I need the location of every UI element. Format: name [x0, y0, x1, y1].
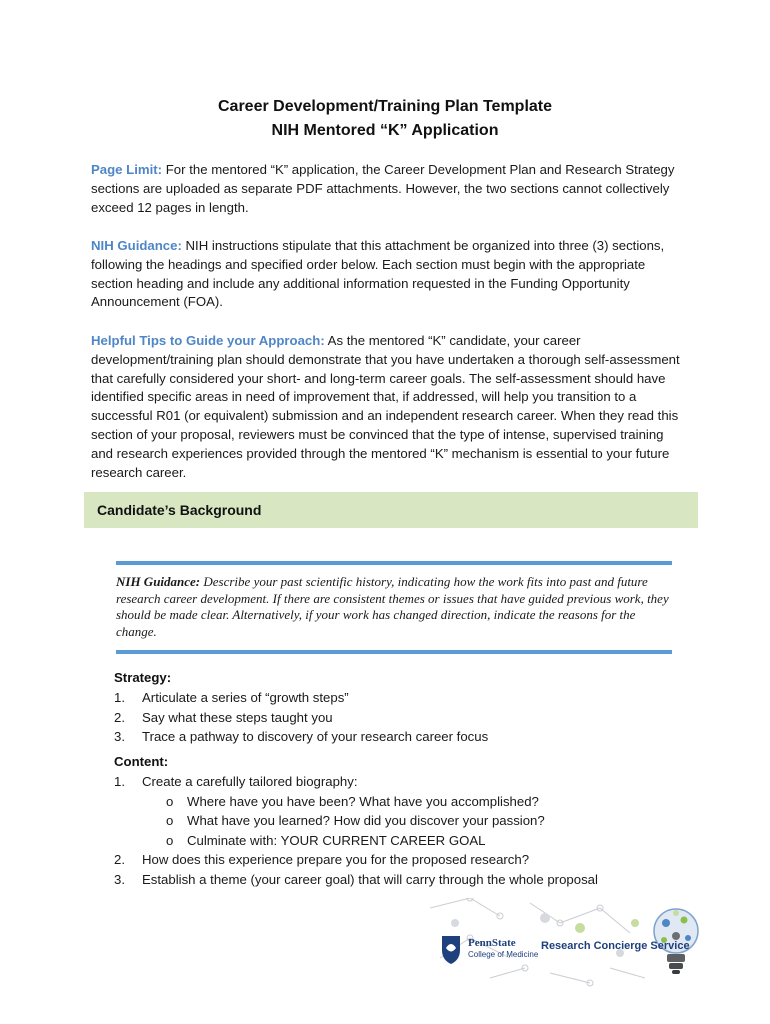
guidance-bottom-rule [116, 650, 672, 654]
section-heading: Candidate’s Background [97, 502, 262, 518]
list-item [114, 870, 694, 890]
list-text: Say what these steps taught you [142, 709, 333, 725]
list-number: 3. [114, 729, 125, 745]
list-item [114, 850, 694, 870]
helpful-tips-paragraph [91, 332, 681, 482]
list-text: Trace a pathway to discovery of your research career focus [142, 729, 489, 745]
sub-list-item [114, 792, 694, 812]
helpful-tips-text: As the mentored “K” candidate, your career development/training plan should demonstrate that you have undertaken a thorough self-assessment that carefully considered your short- and long-term career goals. The self-assessment should have identified specific areas in need of improvement that, if addressed, will help you transition to a successful R01 (or equivalent) submission and an independent research career. When they read this section of your proposal, reviewers must be convinced that the type of intense, supervised training and research experiences provided through the mentored “K” mechanism is essential to your future research career. [91, 333, 680, 480]
brand-name: PennState [468, 937, 516, 949]
bullet-icon: o [166, 813, 174, 829]
nih-guidance-paragraph [91, 237, 681, 312]
sub-list-text: Where have you have been? What have you accomplished? [187, 793, 539, 809]
list-text: Create a carefully tailored biography: [142, 774, 358, 789]
list-text: How does this experience prepare you for the proposed research? [142, 852, 530, 868]
list-item [114, 688, 694, 708]
penn-state-wordmark [468, 938, 538, 960]
section-heading-band [84, 492, 698, 528]
brand-college: College of Medicine [468, 950, 539, 959]
sub-list-item [114, 811, 694, 831]
list-number: 2. [114, 852, 125, 868]
nih-guidance-label: NIH Guidance: [91, 238, 182, 253]
list-text: Articulate a series of “growth steps” [142, 690, 349, 705]
list-item [114, 708, 694, 728]
penn-state-shield-icon [442, 936, 460, 964]
service-name: Research Concierge Service [541, 940, 690, 952]
page-limit-paragraph [91, 161, 681, 217]
guidance-box-text: Describe your past scientific history, indicating how the work fits into past and future research career development. If there are consistent themes or issues that have guided previous work, they should be made clear. Alternatively, if your work has changed direction, indicate the reasons for the change. [116, 574, 669, 639]
list-number: 1. [114, 690, 125, 705]
list-item [114, 727, 694, 747]
page-limit-text: For the mentored “K” application, the Career Development Plan and Research Strategy sections are uploaded as separate PDF attachments. However, the two sections cannot collectively exceed 12 pages in length. [91, 162, 675, 215]
title-line-2: NIH Mentored “K” Application [271, 122, 499, 139]
bullet-icon: o [166, 832, 174, 848]
content-list [114, 772, 694, 890]
strategy-list [114, 688, 694, 747]
list-text: Establish a theme (your career goal) that will carry through the whole proposal [142, 871, 598, 887]
guidance-top-rule [116, 561, 672, 565]
sub-list-item [114, 831, 694, 851]
sub-list-text: What have you learned? How did you discover your passion? [187, 813, 545, 829]
nih-guidance-text: NIH instructions stipulate that this attachment be organized into three (3) sections, following the headings and specified order below. Each section must begin with the appropriate section heading and include any additional information requested in the Funding Opportunity Announcement (FOA). [91, 238, 665, 310]
document-title [0, 95, 770, 143]
content-title: Content: [114, 754, 169, 769]
bullet-icon: o [166, 793, 174, 809]
sub-list-text: Culminate with: YOUR CURRENT CAREER GOAL [187, 832, 486, 848]
title-line-1: Career Development/Training Plan Template [217, 98, 553, 115]
guidance-box [116, 574, 672, 640]
guidance-box-label: NIH Guidance: [116, 574, 201, 589]
list-number: 2. [114, 709, 125, 725]
strategy-title: Strategy: [114, 670, 172, 685]
list-item [114, 772, 694, 792]
footer-logo [430, 898, 700, 988]
list-number: 1. [114, 774, 125, 789]
helpful-tips-label: Helpful Tips to Guide your Approach: [91, 333, 325, 348]
page-limit-label: Page Limit: [91, 162, 163, 177]
list-number: 3. [114, 871, 125, 887]
